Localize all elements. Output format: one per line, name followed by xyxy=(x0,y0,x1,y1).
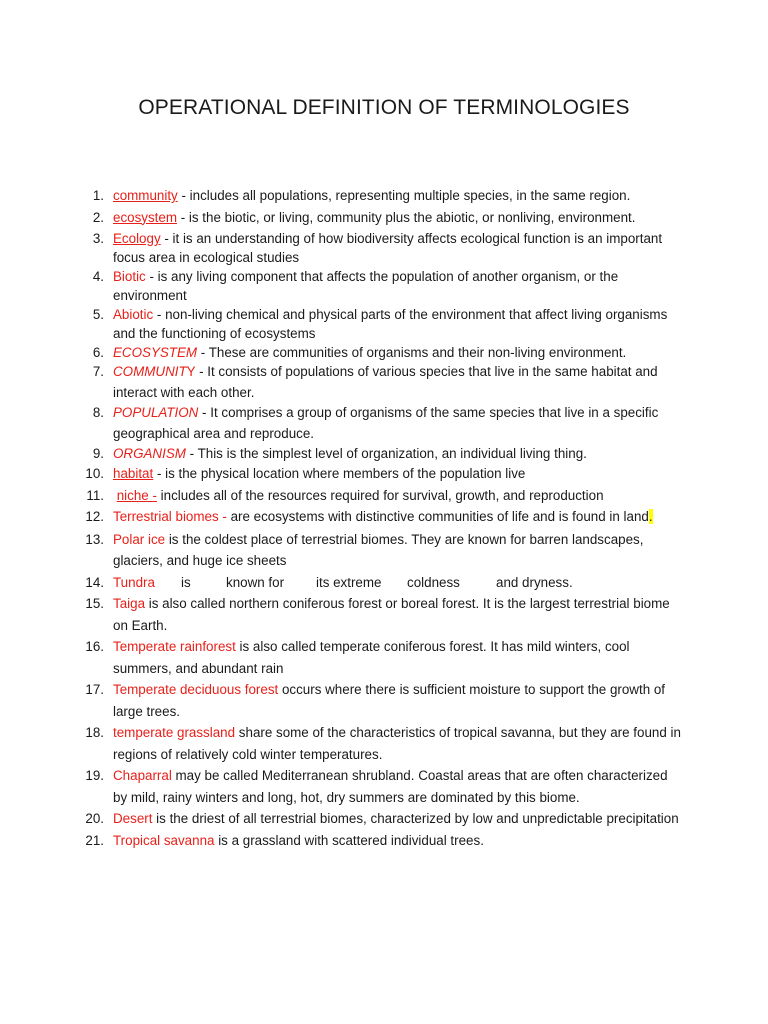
term: Biotic xyxy=(113,269,146,284)
item-number: 20. xyxy=(85,811,104,826)
item-number: 7. xyxy=(92,364,104,379)
definition: is also called temperate coniferous forest. It has mild winters, cool summers, and abundant rain xyxy=(113,639,630,676)
item-number: 19. xyxy=(85,768,104,783)
term: POPULATION xyxy=(113,405,199,420)
definition: - it is an understanding of how biodiversity affects ecological function is an important focus area in ecological studies xyxy=(113,231,663,265)
item-number: 17. xyxy=(85,682,104,697)
definition: - It consists of populations of various species that live in the same habitat and interact with each other. xyxy=(113,364,658,400)
list-item xyxy=(0,529,768,572)
definition: - includes all populations, representing multiple species, in the same region. xyxy=(177,188,631,203)
term: ECOSYSTEM xyxy=(113,345,198,360)
definition: is also called northern coniferous forest or boreal forest. It is the largest terrestrial biome on Earth. xyxy=(113,596,670,633)
term: Temperate rainforest xyxy=(113,639,236,654)
list-item xyxy=(0,572,768,594)
item-number: 3. xyxy=(92,231,104,246)
definition: occurs where there is sufficient moisture to support the growth of large trees. xyxy=(113,682,666,719)
definition-word: is xyxy=(181,574,191,590)
list-item xyxy=(0,722,768,765)
term: Polar ice xyxy=(113,531,166,547)
term: Abiotic xyxy=(113,307,154,322)
term: Temperate deciduous forest xyxy=(113,682,279,697)
term: niche - xyxy=(116,487,157,503)
list-item xyxy=(0,765,768,808)
list-item xyxy=(0,403,768,444)
definition: includes all of the resources required for survival, growth, and reproduction xyxy=(156,487,604,503)
item-number: 5. xyxy=(92,307,104,322)
list-item xyxy=(0,229,768,267)
list-item xyxy=(0,362,768,403)
definition: may be called Mediterranean shrubland. Coastal areas that are often characterized by mild, rainy winters and long, hot, dry summers are dominated by this biome. xyxy=(113,768,668,805)
list-item xyxy=(0,830,768,852)
definition-word: and dryness. xyxy=(496,574,573,590)
term: Desert xyxy=(113,811,153,826)
list-item xyxy=(0,267,768,305)
item-number: 13. xyxy=(85,531,104,547)
definition: - These are communities of organisms and their non-living environment. xyxy=(197,345,627,360)
term: Ecology xyxy=(113,231,161,246)
definition-word: coldness xyxy=(407,574,460,590)
definition: is the driest of all terrestrial biomes, characterized by low and unpredictable precipitation xyxy=(152,811,679,826)
item-number: 4. xyxy=(92,269,104,284)
term: habitat xyxy=(113,466,154,481)
item-number: 11. xyxy=(86,487,104,503)
item-number: 6. xyxy=(92,345,104,360)
list-item xyxy=(0,486,768,505)
list-item xyxy=(0,305,768,343)
item-number: 1. xyxy=(92,188,104,203)
list-item xyxy=(0,186,768,205)
definition: - It comprises a group of organisms of the same species that live in a specific geographical area and reproduce. xyxy=(113,405,659,441)
term: ecosystem xyxy=(113,209,177,225)
page-title: OPERATIONAL DEFINITION OF TERMINOLOGIES xyxy=(138,96,630,119)
definition: share some of the characteristics of tropical savanna, but they are found in regions of relatively cold winter temperatures. xyxy=(113,725,681,762)
list-item xyxy=(0,444,768,463)
list-item xyxy=(0,208,768,227)
definition: - is the physical location where members of the population live xyxy=(153,466,526,481)
term: temperate grassland xyxy=(113,725,236,740)
term: ORGANISM xyxy=(113,446,186,461)
item-number: 21. xyxy=(85,832,104,848)
definition: is the coldest place of terrestrial biomes. They are known for barren landscapes, glaciers, and huge ice sheets xyxy=(113,531,644,568)
definition-word: its extreme xyxy=(316,574,382,590)
list-item xyxy=(0,507,768,526)
term: community xyxy=(113,188,178,203)
item-number: 15. xyxy=(85,596,104,611)
item-number: 14. xyxy=(85,574,104,590)
term: COMMUNIT xyxy=(113,364,187,379)
definition-word: known for xyxy=(226,574,285,590)
definition: is a grassland with scattered individual trees. xyxy=(214,832,484,848)
item-number: 16. xyxy=(85,639,104,654)
item-number: 10. xyxy=(85,466,104,481)
list-item xyxy=(0,679,768,722)
list-item xyxy=(0,808,768,830)
list-item xyxy=(0,593,768,636)
term-tail: Y xyxy=(186,364,196,379)
item-number: 12. xyxy=(85,509,104,524)
list-item xyxy=(0,343,768,362)
highlight-mark: . xyxy=(648,509,653,524)
term: Tropical savanna xyxy=(113,832,215,848)
term: Chaparral xyxy=(113,768,172,783)
list-item xyxy=(0,636,768,679)
item-number: 18. xyxy=(85,725,104,740)
definition: are ecosystems with distinctive communities of life and is found in land xyxy=(226,509,649,524)
terminology-list xyxy=(0,186,768,851)
definition: - is any living component that affects the population of another organism, or the environment xyxy=(113,269,619,303)
definition: - is the biotic, or living, community plus the abiotic, or nonliving, environment. xyxy=(177,209,636,225)
item-number: 9. xyxy=(92,446,104,461)
definition: - This is the simplest level of organization, an individual living thing. xyxy=(185,446,587,461)
term: Tundra xyxy=(113,574,155,590)
definition: - non-living chemical and physical parts of the environment that affect living organisms and the functioning of ecosystems xyxy=(113,307,668,341)
item-number: 2. xyxy=(92,209,104,225)
term: Terrestrial biomes - xyxy=(113,509,227,524)
item-number: 8. xyxy=(92,405,104,420)
term: Taiga xyxy=(113,596,146,611)
list-item xyxy=(0,464,768,483)
